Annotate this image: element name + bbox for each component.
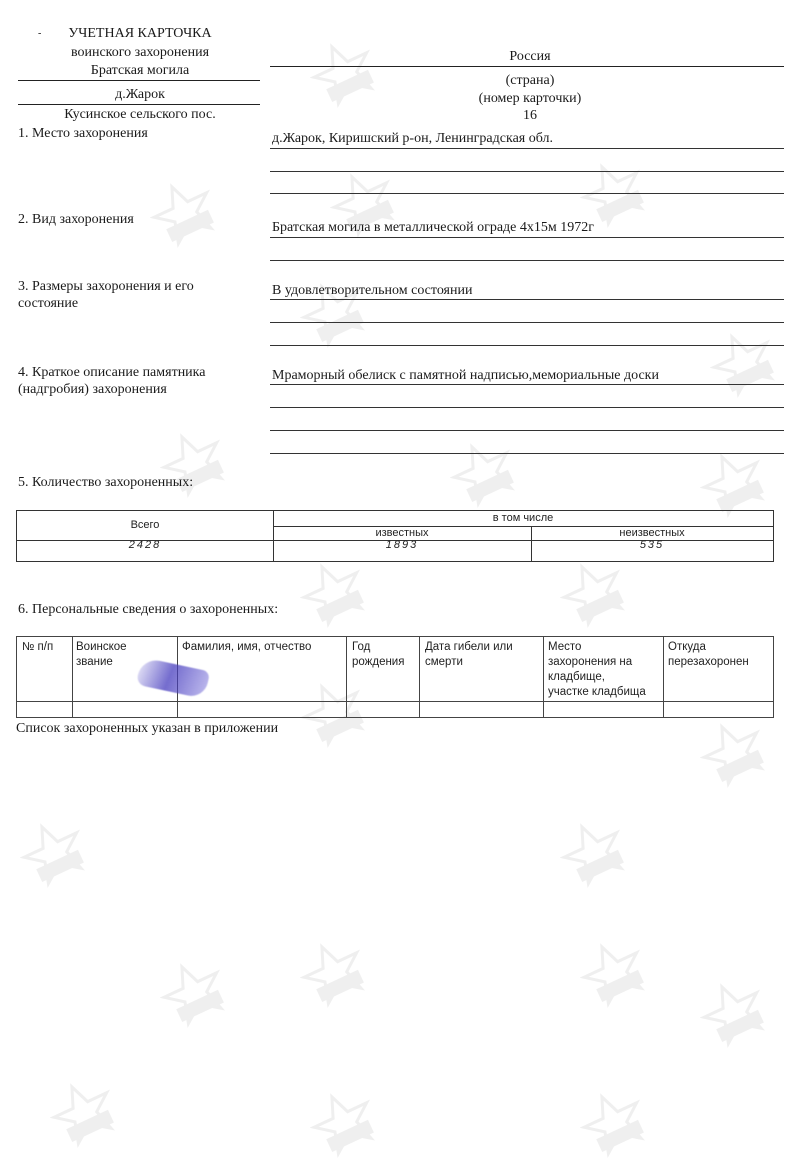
star-watermark-icon bbox=[700, 720, 770, 790]
field-size-value: В удовлетворительном состоянии bbox=[272, 283, 473, 298]
t6-divider-6 bbox=[663, 637, 664, 717]
star-watermark-icon bbox=[710, 330, 780, 400]
t6-divider-3 bbox=[346, 637, 347, 717]
field-size-rule-3 bbox=[270, 345, 784, 346]
star-watermark-icon bbox=[310, 1090, 380, 1160]
t6-divider-5 bbox=[543, 637, 544, 717]
t6-divider-1 bbox=[72, 637, 73, 717]
t6-divider-4 bbox=[419, 637, 420, 717]
field-size-label-1: 3. Размеры захоронения и его bbox=[18, 279, 194, 294]
star-watermark-icon bbox=[450, 440, 520, 510]
col-unknown: неизвестных bbox=[619, 527, 685, 539]
star-watermark-icon bbox=[700, 980, 770, 1050]
star-watermark-icon bbox=[580, 1090, 650, 1160]
country-rule bbox=[270, 66, 784, 67]
header-rule-2 bbox=[18, 104, 260, 105]
field-monument-rule-1 bbox=[270, 384, 784, 385]
card-number-label: (номер карточки) bbox=[478, 91, 582, 106]
star-watermark-icon bbox=[300, 940, 370, 1010]
star-watermark-icon bbox=[580, 940, 650, 1010]
col-death-date: Дата гибели или смерти bbox=[425, 641, 513, 668]
unknown-count: 535 bbox=[639, 539, 665, 551]
burial-count-table bbox=[16, 510, 774, 562]
col-rank: Воинское звание bbox=[76, 641, 127, 668]
t6-row-divider bbox=[17, 701, 773, 702]
field-monument-rule-4 bbox=[270, 453, 784, 454]
field-place-value: д.Жарок, Киришский р-он, Ленинградская обл. bbox=[272, 131, 553, 146]
star-watermark-icon bbox=[560, 820, 630, 890]
field-type-value: Братская могила в металлической ограде 4х15м 1972г bbox=[272, 220, 594, 235]
village-name: д.Жарок bbox=[115, 87, 165, 102]
card-subtitle: воинского захоронения bbox=[70, 45, 210, 60]
dash-mark: - bbox=[38, 28, 42, 39]
field-place-rule-1 bbox=[270, 148, 784, 149]
settlement-name: Кусинское сельского пос. bbox=[64, 107, 216, 122]
field-size-rule-1 bbox=[270, 299, 784, 300]
total-count: 2428 bbox=[128, 539, 162, 551]
col-burial-place: Место захоронения на кладбище, участке кладбища bbox=[548, 641, 646, 698]
col-including: в том числе bbox=[492, 512, 554, 524]
section5-title: 5. Количество захороненных: bbox=[18, 475, 194, 490]
header-rule-1 bbox=[18, 80, 260, 81]
known-count: 1893 bbox=[385, 539, 419, 551]
field-monument-value: Мраморный обелиск с памятной надписью,мемориальные доски bbox=[272, 368, 659, 383]
field-size-label-2: состояние bbox=[18, 296, 79, 311]
country-label: (страна) bbox=[505, 73, 555, 88]
col-reburied-from: Откуда перезахоронен bbox=[668, 641, 749, 668]
field-monument-label-1: 4. Краткое описание памятника bbox=[18, 365, 206, 380]
field-monument-rule-3 bbox=[270, 430, 784, 431]
col-birth-year: Год рождения bbox=[352, 641, 405, 668]
star-watermark-icon bbox=[300, 560, 370, 630]
card-title: УЧЕТНАЯ КАРТОЧКА bbox=[68, 26, 212, 41]
field-monument-label-2: (надгробия) захоронения bbox=[18, 382, 167, 397]
field-type-rule-2 bbox=[270, 260, 784, 261]
field-place-label: 1. Место захоронения bbox=[18, 126, 148, 141]
field-place-rule-3 bbox=[270, 193, 784, 194]
field-type-rule-1 bbox=[270, 237, 784, 238]
star-watermark-icon bbox=[160, 960, 230, 1030]
personal-data-table bbox=[16, 636, 774, 718]
col-full-name: Фамилия, имя, отчество bbox=[182, 641, 312, 653]
card-number: 16 bbox=[523, 108, 537, 123]
col-number: № п/п bbox=[22, 641, 54, 653]
section6-title: 6. Персональные сведения о захороненных: bbox=[18, 602, 279, 617]
star-watermark-icon bbox=[150, 180, 220, 250]
field-type-label: 2. Вид захоронения bbox=[18, 212, 134, 227]
col-known: известных bbox=[375, 527, 429, 539]
footer-note: Список захороненных указан в приложении bbox=[16, 721, 279, 736]
star-watermark-icon bbox=[560, 560, 630, 630]
col-total: Всего bbox=[130, 519, 160, 531]
country-value: Россия bbox=[509, 49, 551, 64]
field-size-rule-2 bbox=[270, 322, 784, 323]
field-monument-rule-2 bbox=[270, 407, 784, 408]
field-place-rule-2 bbox=[270, 171, 784, 172]
burial-type-heading: Братская могила bbox=[90, 63, 190, 78]
star-watermark-icon bbox=[20, 820, 90, 890]
